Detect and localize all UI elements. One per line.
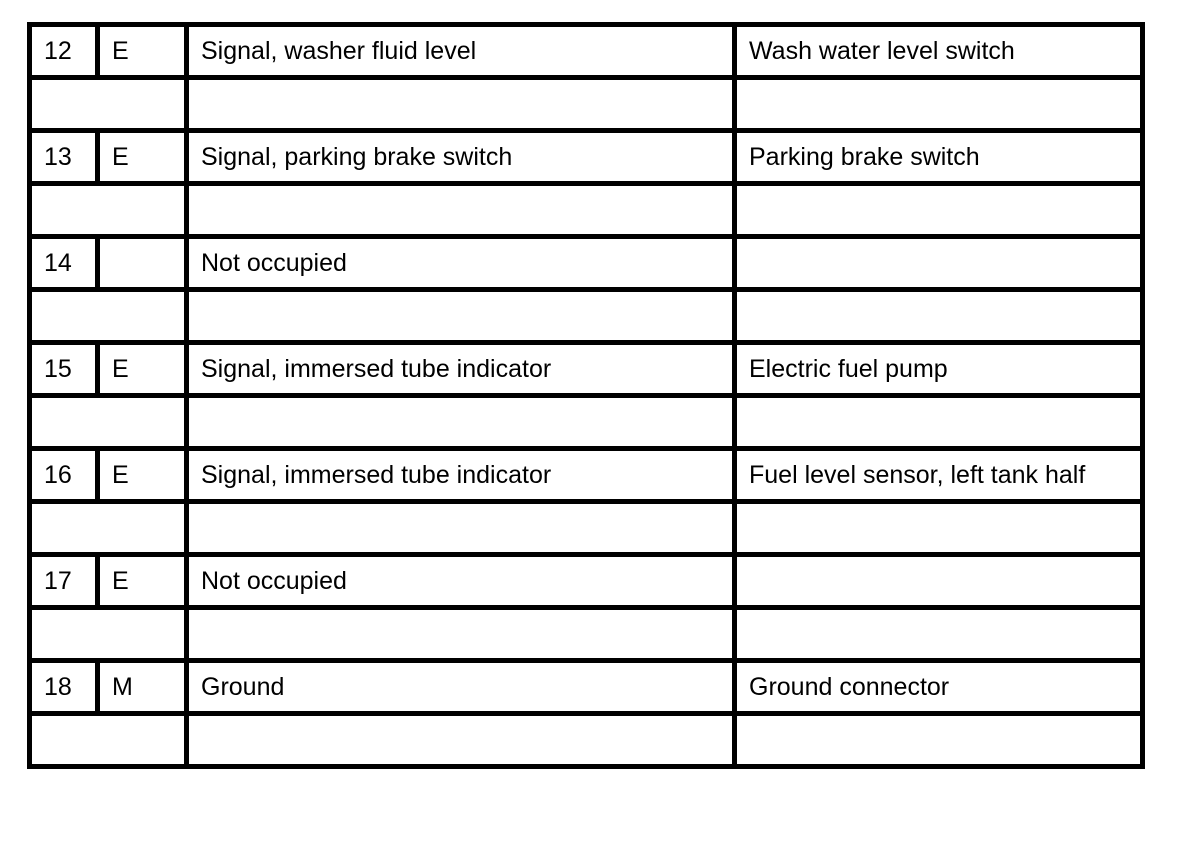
empty-cell [187,184,735,237]
empty-cell [30,714,187,767]
empty-cell [30,396,187,449]
connected-component: Ground connector [735,661,1143,714]
connected-component [735,555,1143,608]
empty-cell [735,502,1143,555]
pin-function: Signal, immersed tube indicator [187,449,735,502]
spacer-row [30,290,1143,343]
empty-cell [735,78,1143,131]
signal-type: E [98,449,187,502]
empty-cell [735,608,1143,661]
connected-component: Parking brake switch [735,131,1143,184]
empty-cell [735,290,1143,343]
signal-type [98,237,187,290]
pin-function: Not occupied [187,237,735,290]
table-row [30,343,1143,396]
spacer-row [30,396,1143,449]
table-row [30,661,1143,714]
pin-number: 15 [30,343,98,396]
signal-type: E [98,25,187,78]
spacer-row [30,502,1143,555]
pin-function: Signal, parking brake switch [187,131,735,184]
empty-cell [187,714,735,767]
empty-cell [187,396,735,449]
empty-cell [30,78,187,131]
table-row [30,449,1143,502]
empty-cell [735,396,1143,449]
pin-function: Signal, washer fluid level [187,25,735,78]
empty-cell [30,184,187,237]
table-row [30,237,1143,290]
empty-cell [735,184,1143,237]
spacer-row [30,608,1143,661]
empty-cell [30,290,187,343]
pin-function: Signal, immersed tube indicator [187,343,735,396]
connected-component: Electric fuel pump [735,343,1143,396]
pin-number: 17 [30,555,98,608]
signal-type: E [98,343,187,396]
pin-number: 14 [30,237,98,290]
signal-type: M [98,661,187,714]
table-row [30,131,1143,184]
pin-number: 13 [30,131,98,184]
pin-number: 16 [30,449,98,502]
empty-cell [30,608,187,661]
pin-number: 18 [30,661,98,714]
pin-assignment-table [27,22,1145,769]
empty-cell [187,290,735,343]
pin-function: Not occupied [187,555,735,608]
spacer-row [30,184,1143,237]
pin-function: Ground [187,661,735,714]
table-row [30,25,1143,78]
connected-component: Wash water level switch [735,25,1143,78]
connected-component [735,237,1143,290]
spacer-row [30,714,1143,767]
signal-type: E [98,131,187,184]
connected-component: Fuel level sensor, left tank half [735,449,1143,502]
empty-cell [735,714,1143,767]
table-row [30,555,1143,608]
spacer-row [30,78,1143,131]
signal-type: E [98,555,187,608]
empty-cell [187,78,735,131]
empty-cell [187,608,735,661]
empty-cell [30,502,187,555]
pin-number: 12 [30,25,98,78]
empty-cell [187,502,735,555]
